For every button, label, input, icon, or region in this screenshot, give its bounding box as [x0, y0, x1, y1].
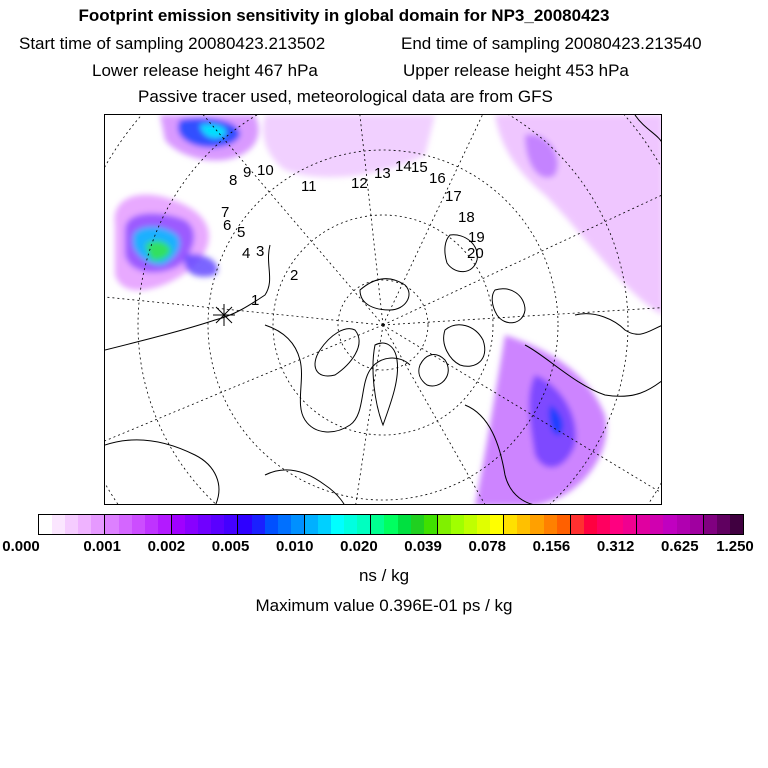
track-label: 10: [257, 162, 274, 179]
colorbar-swatch: [398, 515, 411, 534]
track-label: 8: [229, 172, 238, 189]
colorbar-tick-label: 0.156: [532, 538, 571, 555]
colorbar-swatch: [78, 515, 91, 534]
sensitivity-plume-west: [115, 195, 218, 291]
track-label: 5: [237, 224, 246, 241]
colorbar-swatch: [517, 515, 530, 534]
colorbar-swatch: [477, 515, 490, 534]
colorbar-swatch: [39, 515, 52, 534]
lower-release-height: Lower release height 467 hPa: [92, 61, 318, 80]
colorbar-swatch: [637, 515, 650, 534]
colorbar-swatch: [278, 515, 291, 534]
colorbar-swatch: [717, 515, 730, 534]
colorbar-swatch: [119, 515, 132, 534]
colorbar-tick-label: 0.312: [596, 538, 635, 555]
colorbar-swatch: [158, 515, 172, 534]
colorbar-swatch: [132, 515, 145, 534]
colorbar-swatch: [91, 515, 105, 534]
end-time: End time of sampling 20080423.213540: [401, 34, 702, 53]
sensitivity-plume-north: [160, 115, 435, 177]
colorbar-tick-label: 0.625: [661, 538, 699, 555]
track-label: 6: [223, 217, 232, 234]
colorbar-swatch: [344, 515, 357, 534]
colorbar-swatch: [623, 515, 637, 534]
colorbar-swatch: [318, 515, 331, 534]
colorbar-swatch: [331, 515, 344, 534]
track-label: 12: [351, 175, 368, 192]
asterisk-icon: [213, 304, 235, 326]
colorbar-swatch: [730, 515, 743, 534]
track-label: 11: [301, 178, 317, 195]
plot-title: Footprint emission sensitivity in global domain for NP3_20080423: [78, 6, 610, 25]
track-label: 16: [429, 170, 446, 187]
colorbar-swatch: [677, 515, 690, 534]
colorbar: [38, 514, 744, 535]
maximum-value: Maximum value 0.396E-01 ps / kg: [255, 596, 513, 615]
track-label: 13: [374, 165, 391, 182]
track-label: 18: [458, 209, 475, 226]
colorbar-tick-label: 0.005: [211, 538, 250, 555]
colorbar-swatch: [238, 515, 251, 534]
colorbar-units: ns / kg: [358, 566, 410, 585]
colorbar-swatch: [105, 515, 118, 534]
colorbar-swatch: [305, 515, 318, 534]
colorbar-swatch: [610, 515, 623, 534]
colorbar-swatch: [411, 515, 424, 534]
colorbar-tick-label: 0.001: [83, 538, 121, 555]
colorbar-swatch: [424, 515, 438, 534]
start-time: Start time of sampling 20080423.213502: [19, 34, 326, 53]
colorbar-tick-label: 0.078: [468, 538, 507, 555]
colorbar-swatch: [490, 515, 504, 534]
colorbar-swatch: [464, 515, 477, 534]
colorbar-swatch: [544, 515, 557, 534]
track-labels: [221, 158, 485, 309]
colorbar-swatch: [451, 515, 464, 534]
colorbar-tick-label: 0.020: [340, 538, 378, 555]
colorbar-swatch: [252, 515, 265, 534]
colorbar-swatch: [265, 515, 278, 534]
track-label: 4: [242, 245, 251, 262]
colorbar-swatch: [172, 515, 185, 534]
track-label: 14: [395, 158, 412, 175]
map-canvas: [105, 115, 662, 505]
colorbar-swatch: [704, 515, 717, 534]
colorbar-swatch: [530, 515, 543, 534]
colorbar-swatch: [504, 515, 517, 534]
colorbar-swatch: [557, 515, 571, 534]
colorbar-swatch: [650, 515, 663, 534]
tracer-note: Passive tracer used, meteorological data are from GFS: [138, 87, 553, 106]
colorbar-swatch: [571, 515, 584, 534]
track-label: 2: [290, 267, 299, 284]
colorbar-swatch: [384, 515, 397, 534]
colorbar-swatch: [584, 515, 597, 534]
track-label: 3: [256, 243, 265, 260]
colorbar-swatch: [198, 515, 211, 534]
colorbar-tick-label: 0.000: [2, 538, 40, 555]
colorbar-swatch: [357, 515, 371, 534]
colorbar-swatch: [597, 515, 610, 534]
track-label: 1: [251, 292, 260, 309]
colorbar-swatch: [371, 515, 384, 534]
colorbar-swatch: [224, 515, 238, 534]
colorbar-swatch: [52, 515, 65, 534]
track-label: 15: [411, 159, 428, 176]
colorbar-tick-label: 1.250: [716, 538, 754, 555]
track-label: 7: [221, 204, 230, 221]
sensitivity-plume-east: [475, 115, 662, 505]
colorbar-swatch: [690, 515, 704, 534]
track-label: 19: [468, 229, 485, 246]
colorbar-swatch: [145, 515, 158, 534]
colorbar-swatch: [185, 515, 198, 534]
track-label: 20: [467, 245, 484, 262]
colorbar-tick-label: 0.039: [404, 538, 442, 555]
footprint-map: [104, 114, 662, 505]
colorbar-swatch: [65, 515, 78, 534]
upper-release-height: Upper release height 453 hPa: [403, 61, 629, 80]
colorbar-tick-label: 0.002: [147, 538, 186, 555]
colorbar-swatch: [663, 515, 676, 534]
colorbar-swatch: [291, 515, 305, 534]
colorbar-swatch: [438, 515, 451, 534]
track-label: 9: [243, 164, 252, 181]
colorbar-swatch: [211, 515, 224, 534]
track-label: 17: [445, 188, 462, 205]
colorbar-tick-label: 0.010: [275, 538, 314, 555]
